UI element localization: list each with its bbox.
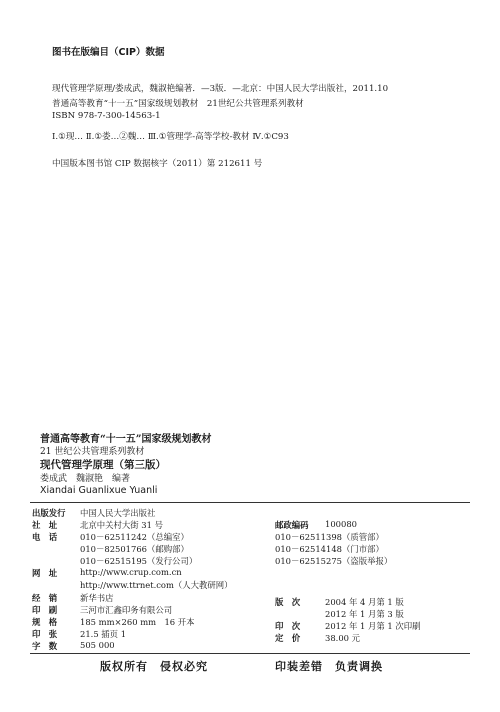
- phone-piracy-report: 010－62515275（盗版举报）: [275, 556, 393, 566]
- distributor-value: 新华书店: [80, 593, 114, 603]
- word-count-label: 字 数: [32, 641, 58, 651]
- spec-label: 规 格: [32, 617, 58, 627]
- edition-third: 2012 年 1 月第 3 版: [325, 609, 404, 619]
- printer-value: 三河市汇鑫印务有限公司: [80, 605, 173, 615]
- top-divider: [30, 502, 470, 503]
- cip-isbn-line: ISBN 978-7-300-14563-1: [52, 111, 161, 121]
- book-authors: 娄成武 魏淑艳 编著: [40, 474, 131, 484]
- book-title: 现代管理学原理（第三版）: [40, 459, 166, 471]
- price-value: 38.00 元: [325, 633, 361, 643]
- cip-heading: 图书在版编目（CIP）数据: [52, 47, 165, 58]
- cip-series-line: 普通高等教育“十一五”国家级规划教材 21世纪公共管理系列教材: [52, 99, 304, 109]
- phone-mail-order: 010－82501766（邮购部）: [80, 544, 189, 554]
- copyright-notice: 版权所有 侵权必究: [100, 660, 208, 673]
- cip-classification-line: Ⅰ.①现… Ⅱ.①娄…②魏… Ⅲ.①管理学-高等学校-教材 Ⅳ.①C93: [52, 132, 289, 142]
- defect-notice: 印装差错 负责调换: [275, 660, 383, 673]
- phone-store: 010－62514148（门市部）: [275, 544, 384, 554]
- phone-distribution: 010－62515195（发行公司）: [80, 556, 198, 566]
- sheets-value: 21.5 插页 1: [80, 629, 127, 639]
- address-value: 北京中关村大街 31 号: [80, 520, 163, 530]
- distributor-label: 经 销: [32, 593, 58, 603]
- cip-citation-line: 现代管理学原理/娄成武，魏淑艳编著．—3版．—北京：中国人民大学出版社，2011.10: [52, 84, 389, 94]
- web-label: 网 址: [32, 568, 58, 578]
- printing-value: 2012 年 1 月第 1 次印刷: [325, 621, 421, 631]
- phone-label: 电 话: [32, 532, 58, 542]
- word-count-value: 505 000: [80, 640, 115, 650]
- publisher-label: 出版发行: [32, 508, 66, 518]
- address-label: 社 址: [32, 520, 58, 530]
- phone-editorial: 010－62511242（总编室）: [80, 532, 189, 542]
- bottom-divider: [30, 653, 470, 654]
- edition-label: 版 次: [275, 597, 301, 607]
- subseries-title: 21 世纪公共管理系列教材: [40, 447, 145, 457]
- web-url-ttrnet: http://www.ttrnet.com（人大教研网）: [80, 580, 233, 590]
- edition-first: 2004 年 4 月第 1 版: [325, 597, 404, 607]
- postcode-value: 100080: [325, 519, 357, 529]
- phone-quality: 010－62511398（质管部）: [275, 532, 384, 542]
- printer-label: 印 刷: [32, 605, 58, 615]
- series-title: 普通高等教育“十一五”国家级规划教材: [40, 434, 212, 445]
- cip-data-number-line: 中国版本图书馆 CIP 数据核字（2011）第 212611 号: [52, 159, 263, 169]
- printing-label: 印 次: [275, 621, 301, 631]
- price-label: 定 价: [275, 633, 301, 643]
- spec-value: 185 mm×260 mm 16 开本: [80, 617, 195, 627]
- sheets-label: 印 张: [32, 629, 58, 639]
- publisher-value: 中国人民大学出版社: [80, 508, 156, 518]
- book-pinyin-title: Xiandai Guanlixue Yuanli: [40, 485, 158, 496]
- postcode-label: 邮政编码: [275, 520, 309, 530]
- web-url-crup: http://www.crup.com.cn: [80, 567, 182, 577]
